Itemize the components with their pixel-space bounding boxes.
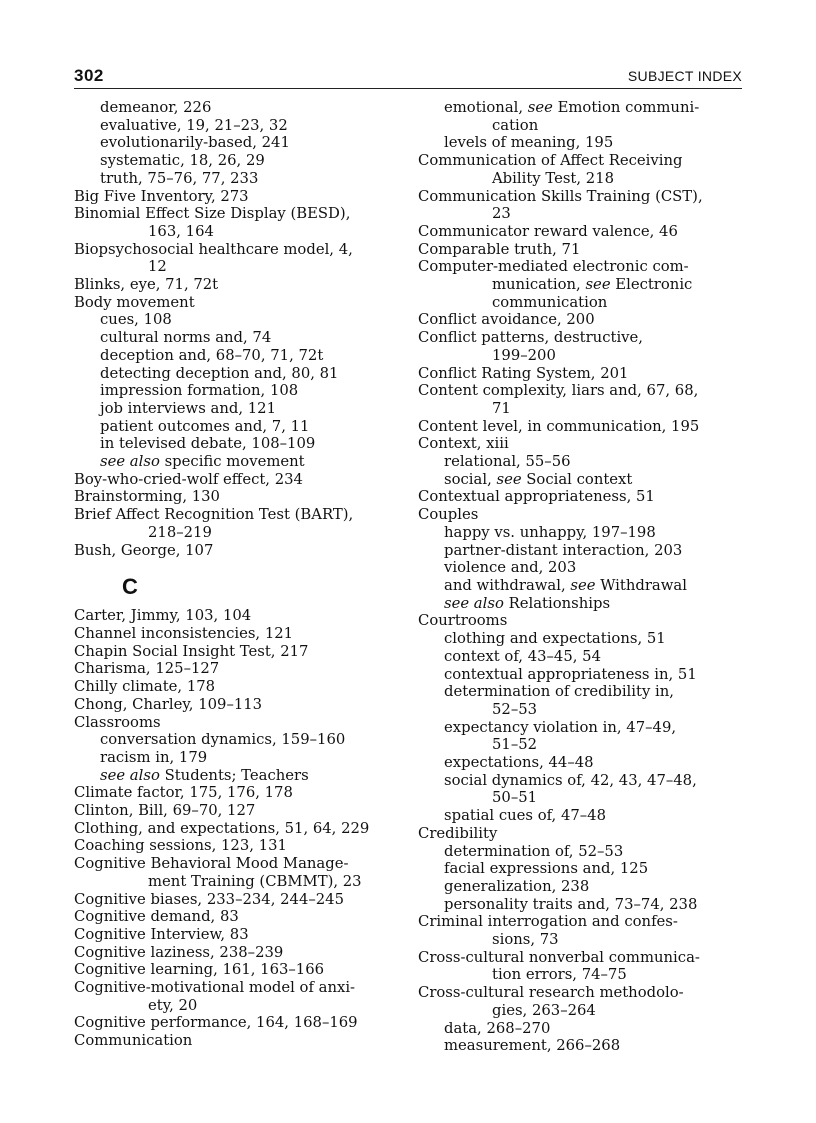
index-subentry	[418, 99, 744, 117]
index-subentry	[74, 152, 404, 170]
index-entry	[418, 311, 744, 329]
index-subentry	[74, 767, 404, 785]
index-entry	[418, 506, 744, 524]
entry-text: 71	[492, 399, 511, 417]
index-entry	[74, 241, 404, 259]
see-reference: see	[570, 576, 596, 594]
entry-text: Cognitive laziness, 238–239	[74, 943, 284, 961]
entry-text: truth, 75–76, 77, 233	[100, 169, 259, 187]
entry-text: levels of meaning, 195	[444, 134, 614, 152]
index-subentry	[74, 134, 404, 152]
index-entry	[74, 891, 404, 909]
index-entry	[74, 944, 404, 962]
entry-text: 50–51	[492, 789, 538, 807]
index-entry	[74, 294, 404, 312]
entry-text: sions, 73	[492, 931, 559, 949]
index-entry	[74, 855, 404, 873]
entry-text: Couples	[418, 506, 479, 524]
entry-text: Biopsychosocial healthcare model, 4,	[74, 240, 353, 258]
index-entry	[74, 1014, 404, 1032]
index-entry	[74, 961, 404, 979]
entry-text: spatial cues of, 47–48	[444, 807, 607, 825]
entry-text: data, 268–270	[444, 1019, 551, 1037]
index-entry	[74, 542, 404, 560]
entry-text: cultural norms and, 74	[100, 329, 272, 347]
entry-text: Communication Skills Training (CST),	[418, 187, 703, 205]
entry-text: Big Five Inventory, 273	[74, 187, 249, 205]
entry-text: Contextual appropriateness, 51	[418, 488, 655, 506]
index-entry-continuation	[418, 117, 744, 135]
entry-text: Cognitive performance, 164, 168–169	[74, 1014, 358, 1032]
entry-text: Ability Test, 218	[492, 169, 615, 187]
entry-text: ety, 20	[148, 996, 198, 1014]
entry-text: and withdrawal,	[444, 576, 571, 594]
entry-text: Chong, Charley, 109–113	[74, 695, 263, 713]
entry-text: Withdrawal	[595, 576, 687, 594]
index-subentry	[74, 329, 404, 347]
index-entry-continuation	[418, 789, 744, 807]
entry-text: Clinton, Bill, 69–70, 127	[74, 802, 256, 820]
entry-text: Conflict avoidance, 200	[418, 311, 595, 329]
entry-text: 163, 164	[148, 222, 214, 240]
entry-text: Cognitive Behavioral Mood Manage-	[74, 855, 349, 873]
index-entry	[418, 223, 744, 241]
entry-text: Clothing, and expectations, 51, 64, 229	[74, 819, 370, 837]
index-entry	[74, 908, 404, 926]
entry-text: evaluative, 19, 21–23, 32	[100, 116, 288, 134]
entry-text: Relationships	[503, 594, 611, 612]
entry-text: context of, 43–45, 54	[444, 647, 601, 665]
entry-text: 52–53	[492, 700, 538, 718]
index-subentry	[418, 896, 744, 914]
entry-text: specific movement	[159, 453, 305, 471]
index-entry	[74, 1032, 404, 1050]
index-entry-continuation	[418, 205, 744, 223]
entry-text: Content level, in communication, 195	[418, 417, 700, 435]
index-entry	[418, 435, 744, 453]
entry-text: emotional,	[444, 99, 528, 116]
index-entry-continuation	[418, 347, 744, 365]
index-column-left	[74, 99, 404, 1050]
page-number: 302	[74, 66, 104, 85]
entry-text: Communication	[74, 1032, 193, 1050]
entry-text: Context, xiii	[418, 435, 509, 453]
index-subentry	[418, 471, 744, 489]
entry-text: ment Training (CBMMT), 23	[148, 872, 362, 890]
index-entry	[418, 984, 744, 1002]
entry-text: Charisma, 125–127	[74, 660, 220, 678]
index-subentry	[418, 754, 744, 772]
entry-text: Computer-mediated electronic com-	[418, 258, 689, 276]
index-subentry	[418, 807, 744, 825]
index-entry-continuation	[74, 997, 404, 1015]
index-entry-continuation	[418, 736, 744, 754]
index-subentry	[74, 435, 404, 453]
index-subentry	[418, 1020, 744, 1038]
index-subentry	[418, 878, 744, 896]
entry-text: expectations, 44–48	[444, 754, 594, 772]
entry-text: Cross-cultural research methodolo-	[418, 984, 684, 1002]
index-subentry	[74, 347, 404, 365]
index-entry-continuation	[418, 400, 744, 418]
index-subentry	[418, 542, 744, 560]
index-subentry	[74, 418, 404, 436]
header-rule	[74, 88, 742, 89]
entry-text: measurement, 266–268	[444, 1037, 621, 1055]
index-entry	[418, 241, 744, 259]
entry-text: Emotion communi-	[552, 99, 700, 116]
index-subentry	[74, 170, 404, 188]
entry-text: Content complexity, liars and, 67, 68,	[418, 382, 699, 400]
entry-text: Comparable truth, 71	[418, 240, 581, 258]
index-entry	[74, 926, 404, 944]
index-entry	[418, 258, 744, 276]
see-reference: see also	[100, 453, 160, 471]
entry-text: job interviews and, 121	[100, 399, 276, 417]
entry-text: facial expressions and, 125	[444, 860, 649, 878]
entry-text: violence and, 203	[444, 559, 577, 577]
section-letter: C	[122, 574, 138, 600]
index-subentry	[74, 311, 404, 329]
index-entry	[418, 913, 744, 931]
entry-text: Cognitive learning, 161, 163–166	[74, 961, 325, 979]
index-entry	[418, 418, 744, 436]
entry-text: expectancy violation in, 47–49,	[444, 718, 677, 736]
index-subentry	[418, 1037, 744, 1055]
index-subentry	[74, 731, 404, 749]
index-entry-continuation	[74, 223, 404, 241]
index-subentry	[418, 134, 744, 152]
entry-text: cues, 108	[100, 311, 172, 329]
index-subentry	[74, 382, 404, 400]
index-subentry	[418, 772, 744, 790]
index-entry	[418, 949, 744, 967]
page-header	[74, 66, 742, 88]
entry-text: Classrooms	[74, 713, 161, 731]
entry-text: Carter, Jimmy, 103, 104	[74, 607, 252, 625]
entry-text: tion errors, 74–75	[492, 966, 627, 984]
index-entry-continuation	[418, 294, 744, 312]
index-entry-continuation	[418, 931, 744, 949]
entry-text: conversation dynamics, 159–160	[100, 731, 346, 749]
index-entry	[74, 625, 404, 643]
entry-text: Credibility	[418, 824, 498, 842]
entry-text: clothing and expectations, 51	[444, 630, 666, 648]
entry-text: Channel inconsistencies, 121	[74, 624, 294, 642]
entry-text: deception and, 68–70, 71, 72t	[100, 346, 324, 364]
entry-text: determination of, 52–53	[444, 842, 624, 860]
index-entry	[74, 471, 404, 489]
entry-text: Cognitive-motivational model of anxi-	[74, 979, 356, 997]
entry-text: Chapin Social Insight Test, 217	[74, 642, 309, 660]
see-reference: see	[496, 470, 522, 488]
entry-text: systematic, 18, 26, 29	[100, 152, 265, 170]
index-entry	[74, 678, 404, 696]
index-entry	[74, 820, 404, 838]
entry-text: Cognitive Interview, 83	[74, 925, 249, 943]
index-entry-continuation	[418, 966, 744, 984]
index-entry	[74, 643, 404, 661]
entry-text: Communication of Affect Receiving	[418, 152, 683, 170]
entry-text: 51–52	[492, 736, 538, 754]
index-column-right	[418, 99, 744, 1055]
entry-text: contextual appropriateness in, 51	[444, 665, 697, 683]
entry-text: gies, 263–264	[492, 1001, 596, 1019]
index-entry	[74, 506, 404, 524]
index-entry	[74, 660, 404, 678]
index-subentry	[418, 666, 744, 684]
entry-text: Boy-who-cried-wolf effect, 234	[74, 470, 303, 488]
index-entry	[74, 979, 404, 997]
entry-text: determination of credibility in,	[444, 683, 674, 701]
index-subentry	[418, 683, 744, 701]
index-entry-continuation	[418, 701, 744, 719]
entry-text: 218–219	[148, 523, 212, 541]
entry-text: relational, 55–56	[444, 453, 571, 471]
index-entry	[418, 329, 744, 347]
index-entry-continuation	[74, 258, 404, 276]
index-entry	[418, 188, 744, 206]
index-entry	[74, 205, 404, 223]
index-subentry	[74, 99, 404, 117]
index-entry	[74, 784, 404, 802]
entry-text: Conflict patterns, destructive,	[418, 329, 644, 347]
index-entry	[418, 488, 744, 506]
index-entry	[74, 802, 404, 820]
index-entry	[418, 825, 744, 843]
index-subentry	[74, 117, 404, 135]
entry-text: evolutionarily-based, 241	[100, 134, 290, 152]
entry-text: Courtrooms	[418, 612, 508, 630]
entry-text: Social context	[521, 470, 633, 488]
index-subentry	[418, 648, 744, 666]
entry-text: 199–200	[492, 346, 556, 364]
entry-text: Brainstorming, 130	[74, 488, 220, 506]
entry-text: partner-distant interaction, 203	[444, 541, 683, 559]
entry-text: Communicator reward valence, 46	[418, 222, 678, 240]
entry-text: Bush, George, 107	[74, 541, 214, 559]
entry-text: personality traits and, 73–74, 238	[444, 895, 698, 913]
index-entry	[74, 488, 404, 506]
entry-text: Brief Affect Recognition Test (BART),	[74, 506, 354, 524]
index-subentry	[74, 749, 404, 767]
entry-text: Criminal interrogation and confes-	[418, 913, 678, 931]
running-head: SUBJECT INDEX	[627, 68, 742, 84]
index-subentry	[418, 577, 744, 595]
index-entry	[74, 276, 404, 294]
index-subentry	[418, 524, 744, 542]
index-subentry	[418, 559, 744, 577]
entry-text: Binomial Effect Size Display (BESD),	[74, 205, 351, 223]
entry-text: Blinks, eye, 71, 72t	[74, 276, 219, 294]
entry-text: Climate factor, 175, 176, 178	[74, 784, 293, 802]
entry-text: happy vs. unhappy, 197–198	[444, 523, 656, 541]
entry-text: in televised debate, 108–109	[100, 435, 316, 453]
entry-text: patient outcomes and, 7, 11	[100, 417, 310, 435]
see-reference: see also	[444, 594, 504, 612]
entry-text: 12	[148, 258, 167, 276]
index-entry	[74, 714, 404, 732]
entry-text: Body movement	[74, 293, 195, 311]
index-entry	[74, 607, 404, 625]
index-entry-continuation	[418, 276, 744, 294]
see-reference: see	[585, 276, 611, 294]
see-reference: see	[527, 99, 553, 116]
entry-text: impression formation, 108	[100, 382, 299, 400]
index-entry-continuation	[74, 873, 404, 891]
index-entry	[418, 365, 744, 383]
index-entry	[418, 382, 744, 400]
entry-text: Conflict Rating System, 201	[418, 364, 629, 382]
index-subentry	[74, 365, 404, 383]
entry-text: social dynamics of, 42, 43, 47–48,	[444, 771, 697, 789]
index-subentry	[418, 860, 744, 878]
entry-text: Students; Teachers	[159, 766, 309, 784]
entry-text: Chilly climate, 178	[74, 678, 216, 696]
index-entry-continuation	[74, 524, 404, 542]
index-entry	[74, 696, 404, 714]
entry-text: detecting deception and, 80, 81	[100, 364, 339, 382]
entry-text: racism in, 179	[100, 748, 208, 766]
index-entry	[418, 612, 744, 630]
index-entry	[418, 152, 744, 170]
see-reference: see also	[100, 766, 160, 784]
entry-text: cation	[492, 116, 539, 134]
index-subentry	[74, 453, 404, 471]
entry-text: Electronic	[610, 276, 693, 294]
entry-text: communication	[492, 293, 608, 311]
index-entry	[74, 837, 404, 855]
entry-text: Coaching sessions, 123, 131	[74, 837, 287, 855]
index-subentry	[418, 630, 744, 648]
index-subentry	[418, 843, 744, 861]
index-subentry	[418, 719, 744, 737]
entry-text: generalization, 238	[444, 877, 590, 895]
entry-text: munication,	[492, 276, 586, 294]
index-subentry	[418, 595, 744, 613]
entry-text: 23	[492, 205, 511, 223]
entry-text: social,	[444, 470, 497, 488]
index-entry-continuation	[418, 170, 744, 188]
entry-text: demeanor, 226	[100, 99, 212, 116]
entry-text: Cognitive demand, 83	[74, 908, 239, 926]
index-entry-continuation	[418, 1002, 744, 1020]
index-subentry	[418, 453, 744, 471]
index-subentry	[74, 400, 404, 418]
entry-text: Cross-cultural nonverbal communica-	[418, 948, 700, 966]
entry-text: Cognitive biases, 233–234, 244–245	[74, 890, 345, 908]
index-entry	[74, 188, 404, 206]
